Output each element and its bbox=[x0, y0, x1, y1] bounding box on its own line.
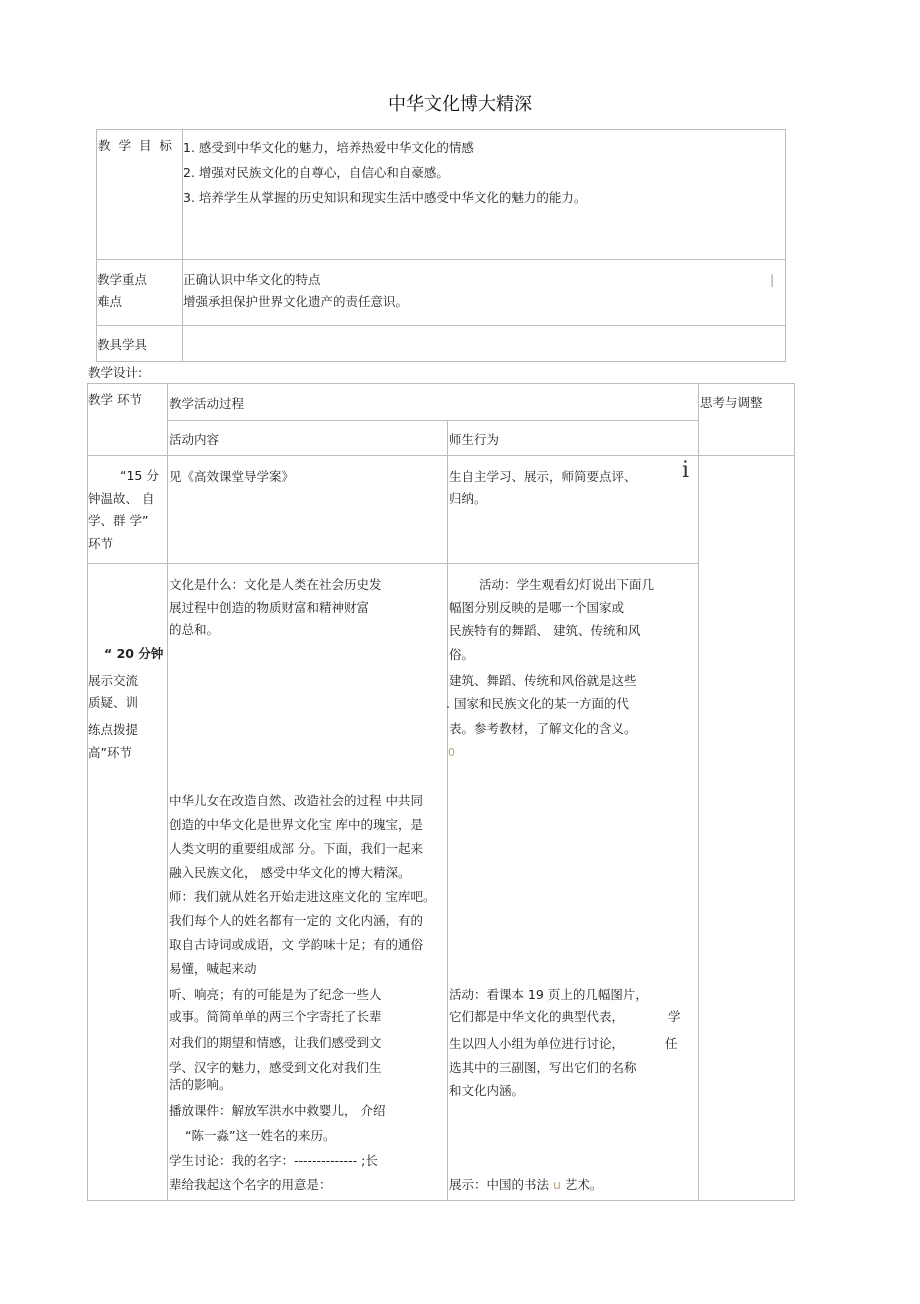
text-cursor-icon: i bbox=[682, 458, 690, 483]
row1-behavior-line: 归纳。 bbox=[449, 491, 487, 506]
design-table-divider bbox=[87, 455, 795, 456]
row1-stage-line: 钟温故、 自 bbox=[88, 491, 155, 506]
key-point-text: 正确认识中华文化的特点 bbox=[183, 272, 321, 287]
row2-behavior-line: 任 bbox=[665, 1036, 678, 1051]
row2-content-line: 人类文明的重要组成部 分。下面，我们一起来 bbox=[169, 841, 423, 856]
design-table-divider bbox=[87, 563, 698, 564]
row2-content-line: 辈给我起这个名字的用意是： bbox=[169, 1177, 332, 1192]
header-content: 活动内容 bbox=[169, 432, 220, 447]
header-stage: 教学 环节 bbox=[88, 392, 142, 407]
row2-behavior-text: 展示：中国的书法 bbox=[449, 1177, 553, 1192]
design-table-border bbox=[87, 1200, 795, 1201]
info-table-border bbox=[96, 129, 97, 362]
objective-item: 3. 培养学生从掌握的历史知识和现实生活中感受中华文化的魅力的能力。 bbox=[183, 190, 587, 205]
row2-behavior-line: 和文化内涵。 bbox=[449, 1083, 525, 1098]
info-table-border bbox=[96, 129, 786, 130]
row2-behavior-line: 它们都是中华文化的典型代表， bbox=[449, 1009, 625, 1024]
info-table-divider bbox=[96, 259, 786, 260]
row2-behavior-line: 民族特有的舞蹈、 建筑、传统和风 bbox=[449, 623, 641, 638]
info-table-divider bbox=[96, 325, 786, 326]
objectives-label: 教 学 目 标 bbox=[98, 138, 174, 153]
row2-content-line: 的总和。 bbox=[169, 622, 220, 637]
row2-behavior-mark: 0 bbox=[448, 746, 455, 759]
row2-behavior-line: 幅图分别反映的是哪一个国家或 bbox=[449, 600, 625, 615]
page-title: 中华文化博大精深 bbox=[388, 94, 532, 115]
row2-stage-line: 展示交流 bbox=[88, 673, 139, 688]
row2-content-line: 展过程中创造的物质财富和精神财富 bbox=[169, 600, 370, 615]
row2-behavior-line: 建筑、舞蹈、传统和风俗就是这些 bbox=[449, 673, 637, 688]
design-table-divider bbox=[167, 383, 168, 1201]
header-behavior: 师生行为 bbox=[449, 432, 500, 447]
row2-behavior-line bbox=[449, 1176, 602, 1193]
row2-content-line: 学、汉字的魅力，感受到文化对我们生 bbox=[169, 1060, 382, 1075]
row1-content: 见《高效课堂导学案》 bbox=[169, 469, 295, 484]
row1-stage-line: 学、群 学” bbox=[88, 513, 149, 528]
row2-content-line: 师：我们就从姓名开始走进这座文化的 宝库吧。 bbox=[169, 889, 436, 904]
info-table-border bbox=[785, 129, 786, 362]
row1-stage-line: 环节 bbox=[88, 536, 114, 551]
row2-content-line: 融入民族文化， 感受中华文化的博大精深。 bbox=[169, 865, 411, 880]
row2-content-line: 中华儿女在改造自然、改造社会的过程 中共同 bbox=[169, 793, 423, 808]
info-table-border bbox=[96, 361, 786, 362]
objective-item: 1. 感受到中华文化的魅力，培养热爱中华文化的情感 bbox=[183, 140, 474, 155]
row2-behavior-line: 生以四人小组为单位进行讨论， bbox=[449, 1036, 625, 1051]
row1-stage-line: “15 分 bbox=[120, 468, 159, 483]
design-table-border bbox=[87, 383, 795, 384]
row2-content-line: “陈一淼”这一姓名的来历。 bbox=[185, 1128, 336, 1143]
row2-content-line: 听、响亮；有的可能是为了纪念一些人 bbox=[169, 987, 382, 1002]
row2-behavior-line: . 国家和民族文化的某一方面的代 bbox=[446, 696, 629, 711]
difficulty-label: 难点 bbox=[97, 294, 123, 309]
design-label: 教学设计: bbox=[88, 365, 143, 380]
row2-content-line: 播放课件：解放军洪水中救婴儿， 介绍 bbox=[169, 1103, 386, 1118]
design-table-border bbox=[794, 383, 795, 1201]
row2-stage-line: 高”环节 bbox=[88, 745, 132, 760]
row2-behavior-text: 艺术。 bbox=[560, 1177, 603, 1192]
row1-behavior-line: 生自主学习、展示，师简要点评、 bbox=[449, 469, 637, 484]
design-table-divider bbox=[698, 383, 699, 1201]
objective-item: 2. 增强对民族文化的自尊心，自信心和自豪感。 bbox=[183, 165, 449, 180]
row2-content-line: 对我们的期望和情感，让我们感受到文 bbox=[169, 1035, 382, 1050]
row2-behavior-line: 活动：学生观看幻灯说出下面几 bbox=[479, 577, 655, 592]
row2-behavior-line: 选其中的三副图，写出它们的名称 bbox=[449, 1060, 637, 1075]
row2-stage-line: 练点拨提 bbox=[88, 722, 139, 737]
row2-behavior-line: 活动：看课本 19 页上的几幅图片， bbox=[449, 987, 648, 1002]
design-table-divider bbox=[167, 420, 698, 421]
header-reflection: 思考与调整 bbox=[700, 395, 763, 410]
row2-stage-line: 质疑、训 bbox=[88, 695, 139, 710]
tools-label: 教具学具 bbox=[97, 337, 148, 352]
row2-content-line: 易懂，喊起来动 bbox=[169, 961, 257, 976]
row2-behavior-mark: u bbox=[552, 1177, 561, 1192]
row2-content-line: 学生讨论：我的名字：-------------- ;长 bbox=[169, 1153, 378, 1168]
row2-behavior-line: 表。参考教材，了解文化的含义。 bbox=[449, 721, 637, 736]
row2-content-line: 或事。简简单单的两三个字寄托了长辈 bbox=[169, 1009, 382, 1024]
key-points-label: 教学重点 bbox=[97, 272, 148, 287]
row2-content-line: 活的影响。 bbox=[169, 1077, 232, 1092]
row2-behavior-line: 学 bbox=[668, 1009, 681, 1024]
row2-content-line: 我们每个人的姓名都有一定的 文化内涵，有的 bbox=[169, 913, 423, 928]
difficulty-text: 增强承担保护世界文化遗产的责任意识。 bbox=[183, 294, 409, 309]
design-table-divider bbox=[447, 420, 448, 1201]
row2-content-line: 创造的中华文化是世界文化宝 库中的瑰宝，是 bbox=[169, 817, 423, 832]
row2-stage-line: “ 20 分钟 bbox=[104, 646, 164, 661]
row2-behavior-line: 俗。 bbox=[449, 647, 475, 662]
row2-content-line: 文化是什么：文化是人类在社会历史发 bbox=[169, 577, 382, 592]
row2-content-line: 取自古诗词或成语，文 学韵味十足；有的通俗 bbox=[169, 937, 423, 952]
text-cursor-mark: | bbox=[770, 272, 775, 287]
header-process: 教学活动过程 bbox=[169, 396, 245, 411]
